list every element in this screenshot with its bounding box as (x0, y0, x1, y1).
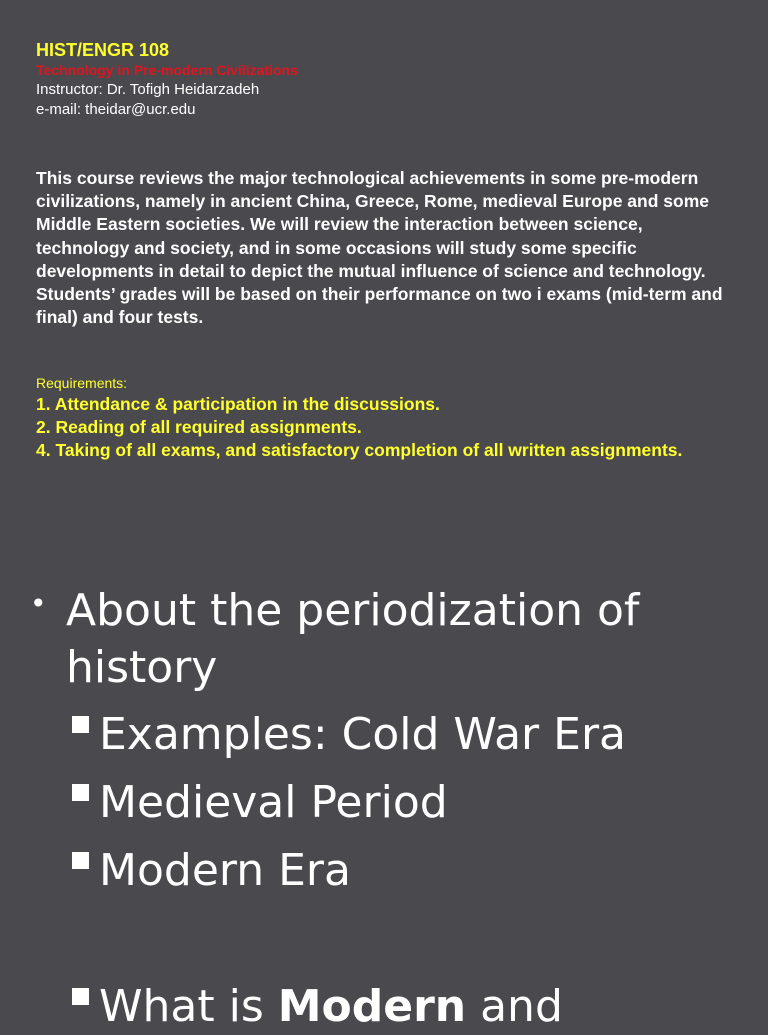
question-bold-word: Modern (277, 981, 467, 1032)
course-code: HIST/ENGR 108 (36, 40, 170, 60)
course-title: Technology in Pre-modern Civilizations (36, 62, 298, 78)
email-line: e-mail: theidar@ucr.edu (36, 101, 196, 118)
sub-bullet (72, 842, 762, 899)
sub-bullet-text: Examples: Cold War Era (99, 709, 626, 760)
requirement-item: 1. Attendance & participation in the discussions. (36, 394, 440, 414)
sub-bullet-question (72, 978, 762, 1035)
requirement-item: 2. Reading of all required assignments. (36, 417, 362, 437)
square-bullet-icon (72, 852, 89, 869)
question-prefix: What is (99, 981, 278, 1032)
sub-bullet (72, 774, 762, 831)
sub-bullet (72, 706, 762, 763)
requirements-section (36, 374, 726, 462)
grading-paragraph: Students’ grades will be based on their performance on two i exams (mid-term and final) and four tests. (36, 284, 723, 328)
requirement-item: 4. Taking of all exams, and satisfactory completion of all written assignments. (36, 440, 683, 460)
sub-bullet-text: Modern Era (99, 845, 351, 896)
requirements-heading: Requirements: (36, 375, 128, 391)
square-bullet-icon (72, 784, 89, 801)
course-header (36, 39, 736, 120)
square-bullet-icon (72, 716, 89, 733)
sub-bullet-text: Medieval Period (99, 777, 448, 828)
description-paragraph: This course reviews the major technological achievements in some pre-modern civilizations, namely in ancient China, Greece, Rome, medieval Europe and some Middle Eastern societies. We will review the interaction between science, technology and society, and in some occasions will study some specific developments in detail to depict the mutual influence of science and technology. (36, 168, 709, 281)
instructor-line: Instructor: Dr. Tofigh Heidarzadeh (36, 81, 260, 98)
square-bullet-icon (72, 988, 89, 1005)
course-description (36, 167, 726, 329)
question-suffix: and (466, 981, 563, 1032)
main-bullet-text: About the periodization of history (66, 585, 640, 693)
bullet-dot-icon: • (30, 587, 47, 620)
